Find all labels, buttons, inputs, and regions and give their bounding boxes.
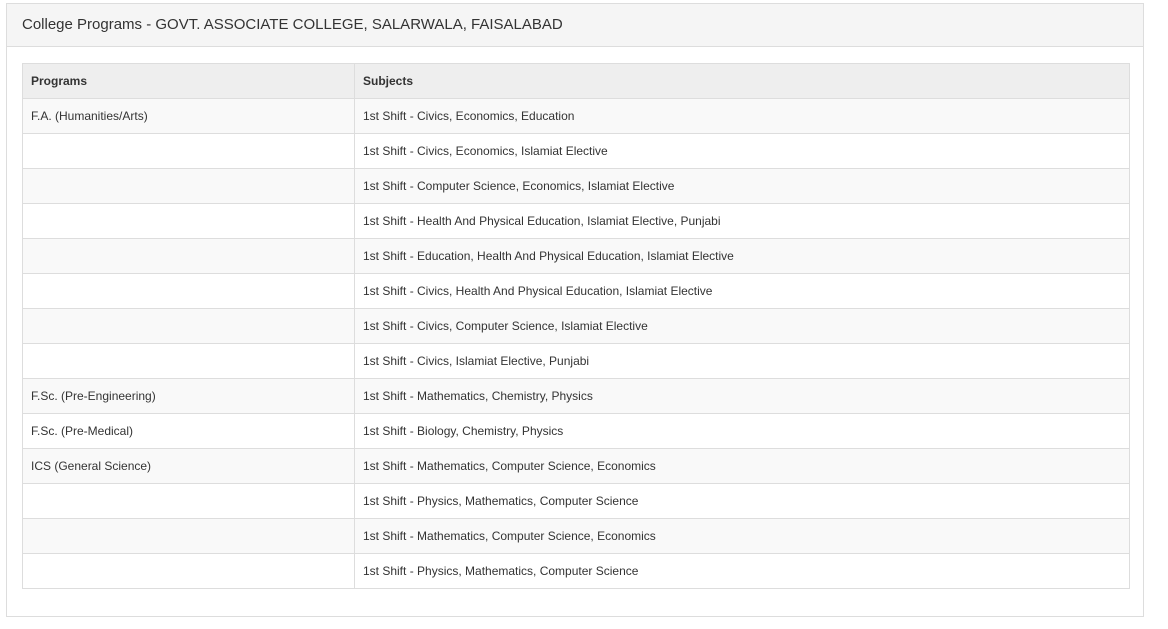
table-row xyxy=(23,344,1130,379)
program-cell xyxy=(23,134,355,169)
subjects-cell: 1st Shift - Health And Physical Education, Islamiat Elective, Punjabi xyxy=(355,204,1130,239)
subjects-cell: 1st Shift - Civics, Economics, Education xyxy=(355,99,1130,134)
table-body xyxy=(23,99,1130,589)
subjects-cell: 1st Shift - Computer Science, Economics, Islamiat Elective xyxy=(355,169,1130,204)
program-cell: F.Sc. (Pre-Medical) xyxy=(23,414,355,449)
subjects-cell: 1st Shift - Education, Health And Physical Education, Islamiat Elective xyxy=(355,239,1130,274)
programs-table xyxy=(22,63,1130,589)
table-row xyxy=(23,309,1130,344)
program-cell xyxy=(23,344,355,379)
subjects-cell: 1st Shift - Civics, Computer Science, Islamiat Elective xyxy=(355,309,1130,344)
program-cell xyxy=(23,239,355,274)
table-row xyxy=(23,204,1130,239)
table-row xyxy=(23,134,1130,169)
program-cell xyxy=(23,554,355,589)
subjects-cell: 1st Shift - Civics, Islamiat Elective, Punjabi xyxy=(355,344,1130,379)
table-row xyxy=(23,169,1130,204)
program-cell xyxy=(23,204,355,239)
header-subjects: Subjects xyxy=(355,64,1130,99)
subjects-cell: 1st Shift - Physics, Mathematics, Computer Science xyxy=(355,484,1130,519)
subjects-cell: 1st Shift - Mathematics, Computer Science, Economics xyxy=(355,519,1130,554)
program-cell: F.Sc. (Pre-Engineering) xyxy=(23,379,355,414)
table-row xyxy=(23,449,1130,484)
subjects-cell: 1st Shift - Physics, Mathematics, Computer Science xyxy=(355,554,1130,589)
program-cell xyxy=(23,169,355,204)
table-row xyxy=(23,274,1130,309)
panel-title: College Programs - GOVT. ASSOCIATE COLLEGE, SALARWALA, FAISALABAD xyxy=(7,4,1143,47)
subjects-cell: 1st Shift - Mathematics, Chemistry, Physics xyxy=(355,379,1130,414)
program-cell: F.A. (Humanities/Arts) xyxy=(23,99,355,134)
program-cell xyxy=(23,519,355,554)
program-cell xyxy=(23,484,355,519)
table-header-row xyxy=(23,64,1130,99)
program-cell: ICS (General Science) xyxy=(23,449,355,484)
programs-table-wrapper xyxy=(22,63,1130,589)
table-row xyxy=(23,379,1130,414)
program-cell xyxy=(23,309,355,344)
table-row xyxy=(23,414,1130,449)
subjects-cell: 1st Shift - Civics, Health And Physical Education, Islamiat Elective xyxy=(355,274,1130,309)
table-row xyxy=(23,519,1130,554)
program-cell xyxy=(23,274,355,309)
subjects-cell: 1st Shift - Civics, Economics, Islamiat Elective xyxy=(355,134,1130,169)
table-row xyxy=(23,554,1130,589)
table-row xyxy=(23,239,1130,274)
header-programs: Programs xyxy=(23,64,355,99)
table-row xyxy=(23,484,1130,519)
table-row xyxy=(23,99,1130,134)
subjects-cell: 1st Shift - Biology, Chemistry, Physics xyxy=(355,414,1130,449)
college-programs-panel xyxy=(6,3,1144,617)
subjects-cell: 1st Shift - Mathematics, Computer Science, Economics xyxy=(355,449,1130,484)
